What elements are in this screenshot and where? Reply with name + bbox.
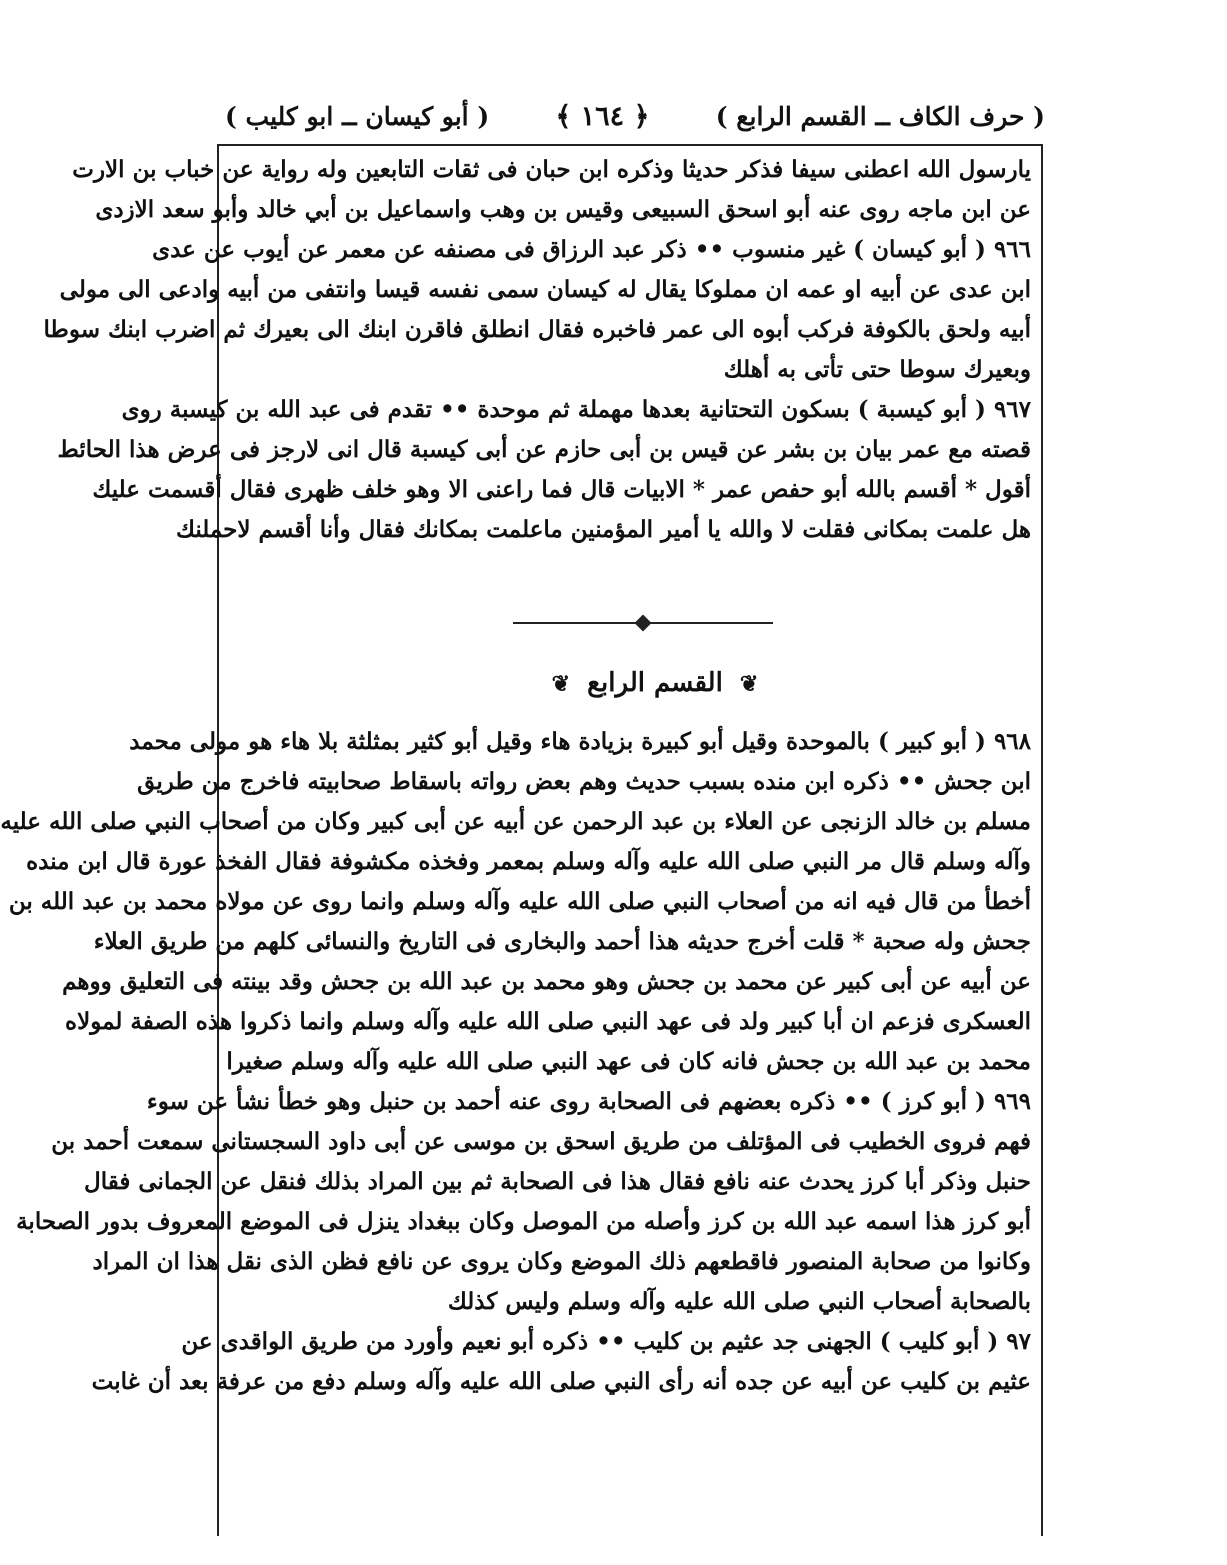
header-chapter: ( حرف الكاف ــ القسم الرابع ) <box>715 101 1045 131</box>
text-line: ٩٦٩ ( أبو كرز ) •• ذكره بعضهم فى الصحابة روى عنه أحمد بن حنبل وهو خطأ نشأ عن سوء <box>146 1088 1031 1115</box>
text-line: أقول * أقسم بالله أبو حفص عمر * الابيات قال فما راعنى الا وهو خلف ظهرى فقال أقسمت عليك <box>92 476 1031 503</box>
header-entries: ( أبو كيسان ــ ابو كليب ) <box>225 101 490 131</box>
text-line: أبو كرز هذا اسمه عبد الله بن كرز وأصله من الموصل وكان ببغداد ينزل فى الموضع المعروف بدور الصحابة <box>16 1208 1031 1235</box>
text-line: ابن عدى عن أبيه او عمه ان مملوكا يقال له كيسان سمى نفسه قيسا وانتفى من أبيه وادعى الى مولى <box>59 276 1031 303</box>
text-line: هل علمت بمكانى فقلت لا والله يا أمير المؤمنين ماعلمت بمكانك فقال وأنا أقسم لاحملنك <box>175 516 1031 543</box>
text-line: ٩٦٦ ( أبو كيسان ) غير منسوب •• ذكر عبد الرزاق فى مصنفه عن معمر عن أيوب عن عدى <box>152 236 1031 263</box>
text-line: عن أبيه عن أبى كبير عن محمد بن جحش وهو محمد بن عبد الله بن جحش وقد بينته فى التعليق ووهم <box>62 968 1031 995</box>
top-text-block <box>43 150 1031 550</box>
text-line: ابن جحش •• ذكره ابن منده بسبب حديث وهم بعض رواته باسقاط صحابيته فاخرج من طريق <box>137 768 1031 795</box>
section-divider <box>513 622 773 624</box>
text-line: جحش وله صحبة * قلت أخرج حديثه هذا أحمد والبخارى فى التاريخ والنسائى كلهم من طريق العلاء <box>93 928 1031 955</box>
text-line: وكانوا من صحابة المنصور فاقطعهم ذلك الموضع وكان يروى عن نافع فظن الذى نقل هذا ان المراد <box>92 1248 1031 1275</box>
ornament-icon: ❦ <box>739 671 759 697</box>
text-line: فهم فروى الخطيب فى المؤتلف من طريق اسحق بن موسى عن أبى داود السجستانى سمعت أحمد بن <box>51 1128 1031 1155</box>
section-title: القسم الرابع <box>587 668 723 698</box>
page-number: ﴿ ١٦٤ ﴾ <box>555 100 650 132</box>
text-line: محمد بن عبد الله بن جحش فانه كان فى عهد النبي صلى الله عليه وآله وسلم صغيرا <box>226 1048 1031 1075</box>
text-line: أخطأ من قال فيه انه من أصحاب النبي صلى الله عليه وآله وسلم وانما روى عن مولاه محمد بن عبد الله بن <box>8 888 1031 915</box>
text-line: يارسول الله اعطنى سيفا فذكر حديثا وذكره ابن حبان فى ثقات التابعين وله رواية عن خباب بن الارت <box>72 156 1031 183</box>
running-header <box>225 92 1045 140</box>
text-line: مسلم بن خالد الزنجى عن العلاء بن عبد الرحمن عن أبيه عن أبى كبير وكان من أصحاب النبي صلى الله عليه <box>0 808 1031 835</box>
text-line: ٩٦٧ ( أبو كيسبة ) بسكون التحتانية بعدها مهملة ثم موحدة •• تقدم فى عبد الله بن كيسبة روى <box>121 396 1031 423</box>
text-line: ٩٦٨ ( أبو كبير ) بالموحدة وقيل أبو كبيرة بزيادة هاء وقيل أبو كثير بمثلثة بلا هاء هو مولى محمد <box>129 728 1031 755</box>
text-line: العسكرى فزعم ان أبا كبير ولد فى عهد النبي صلى الله عليه وآله وسلم وانما ذكروا هذه الصفة لمولاه <box>65 1008 1031 1035</box>
text-line: أبيه ولحق بالكوفة فركب أبوه الى عمر فاخبره فقال انطلق فاقرن ابنك الى بعيرك ثم اضرب ابنك سوطا <box>43 316 1031 343</box>
bottom-text-block <box>0 722 1031 1402</box>
text-line: وبعيرك سوطا حتى تأتى به أهلك <box>723 356 1031 383</box>
ornament-icon: ❦ <box>551 671 571 697</box>
section-heading <box>485 668 825 712</box>
text-line: عثيم بن كليب عن أبيه عن جده أنه رأى النبي صلى الله عليه وآله وسلم دفع من عرفة بعد أن غابت <box>91 1368 1031 1395</box>
text-line: قصته مع عمر بيان بن بشر عن قيس بن أبى حازم عن أبى كيسبة قال انى لارجز فى عرض هذا الحائط <box>57 436 1031 463</box>
text-line: حنبل وذكر أبا كرز يحدث عنه نافع فقال هذا فى الصحابة ثم بين المراد بذلك فنقل عن الجمانى فقال <box>84 1168 1031 1195</box>
text-line: عن ابن ماجه روى عنه أبو اسحق السبيعى وقيس بن وهب واسماعيل بن أبي خالد وأبو سعد الازدى <box>95 196 1031 223</box>
text-line: بالصحابة أصحاب النبي صلى الله عليه وآله وسلم وليس كذلك <box>447 1288 1031 1315</box>
text-line: ٩٧ ( أبو كليب ) الجهنى جد عثيم بن كليب •• ذكره أبو نعيم وأورد من طريق الواقدى عن <box>181 1328 1031 1355</box>
text-line: وآله وسلم قال مر النبي صلى الله عليه وآله وسلم بمعمر وفخذه مكشوفة فقال الفخذ عورة قال ابن منده <box>26 848 1031 875</box>
